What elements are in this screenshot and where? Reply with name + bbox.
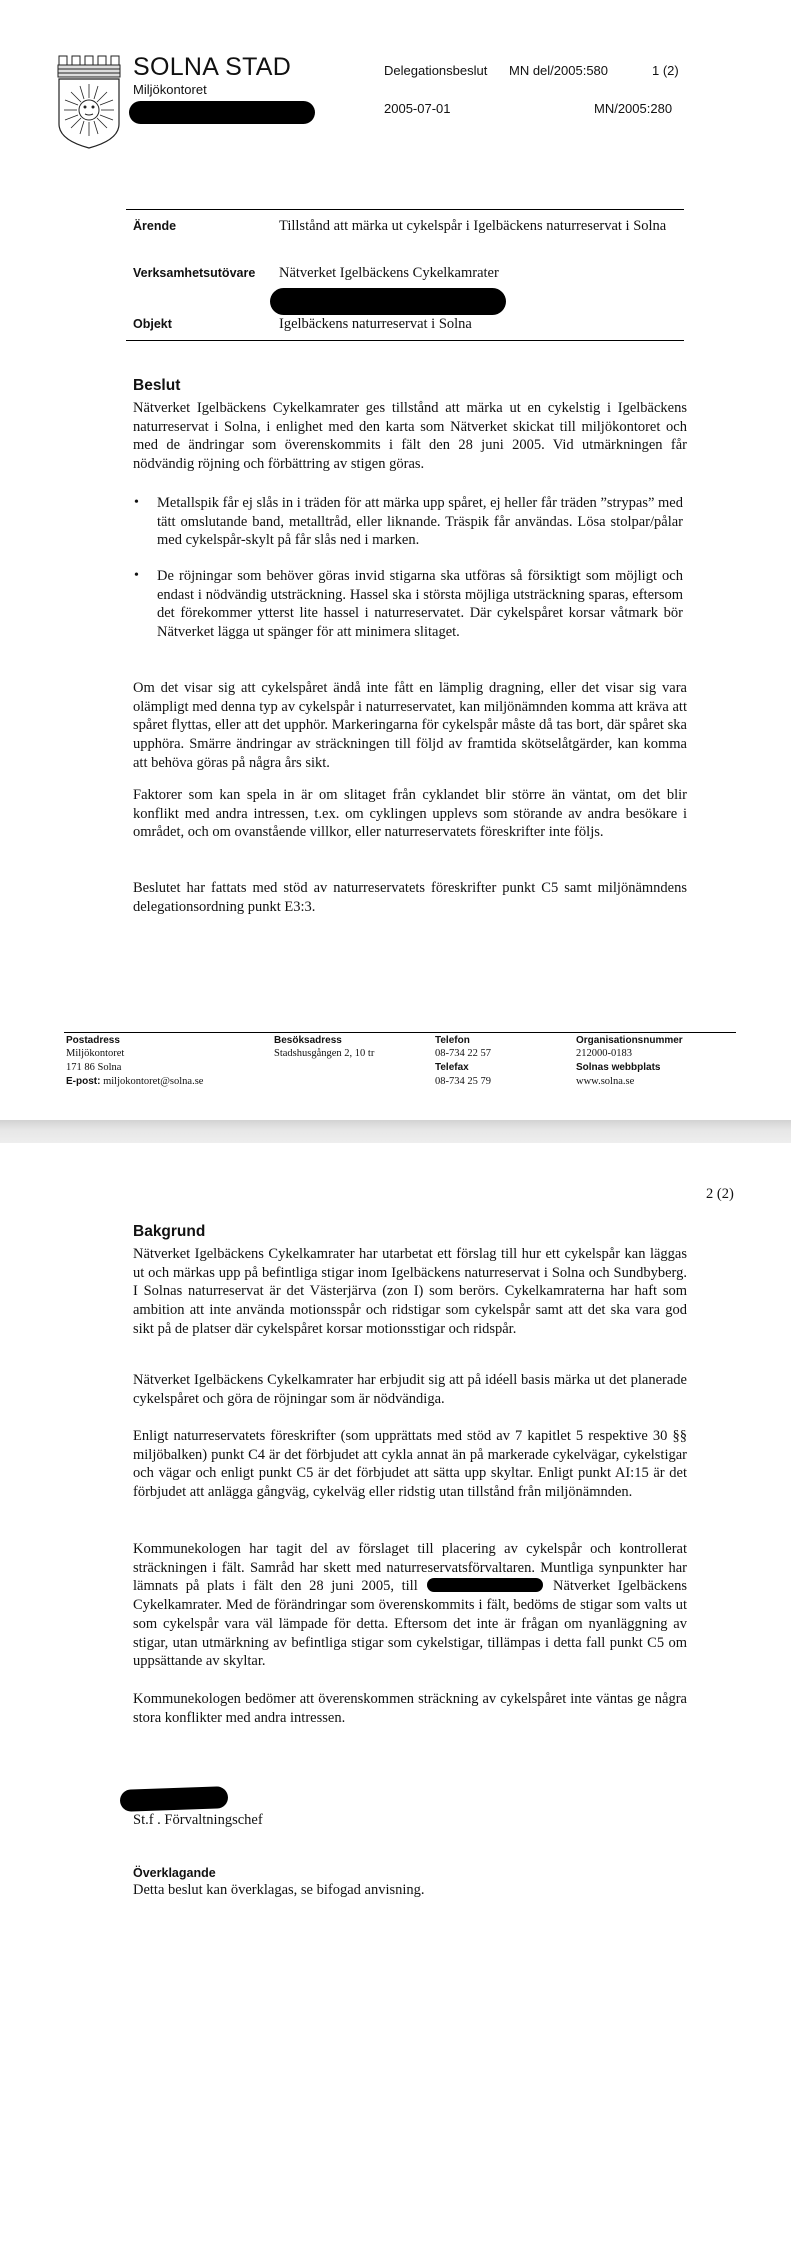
info-label-objekt: Objekt	[133, 317, 172, 331]
beslut-paragraph: Om det visar sig att cykelspåret ändå inte fått en lämplig dragning, eller det visar sig vara olämpligt med denna typ av cykelspår i naturreservatet, kan miljönämnden komma att kräva att spåret flyttas, eller att det upphör. Markeringarna för cykelspår måste då tas bort, där spåret ska upphöra. Smärre ändringar av sträckningen till följd av framtida skötselåtgärder, kan komma att behöva göras på några års sikt.	[133, 680, 687, 771]
kommunekolog-text-part1: Kommunekologen har tagit del av förslaget till placering av cykelspår och kontrollerat sträckningen i fält. Samråd har skett med naturreservatsförvaltaren. Muntliga synpunkter har lämnats på plats i fält den 28 juni 2005, till	[133, 1541, 687, 1595]
info-label-verksamhetsutovare: Verksamhetsutövare	[133, 266, 256, 280]
section-heading-beslut: Beslut	[133, 377, 181, 394]
footer-besoksadress-value: Stadshusgången 2, 10 tr	[274, 1048, 375, 1059]
footer-orgnr-value: 212000-0183	[576, 1048, 632, 1059]
bullet-icon: •	[134, 495, 139, 510]
footer-postadress-line2: 171 86 Solna	[66, 1062, 122, 1073]
doc-date: 2005-07-01	[384, 101, 451, 116]
case-number: MN/2005:280	[594, 101, 673, 116]
redaction-mark	[270, 288, 506, 315]
footer-divider	[64, 1032, 736, 1033]
page-separator	[0, 1120, 791, 1143]
doc-number: MN del/2005:580	[509, 63, 609, 78]
footer-webb-value[interactable]: www.solna.se	[576, 1076, 635, 1087]
bakgrund-paragraph: Enligt naturreservatets föreskrifter (som upprättats med stöd av 7 kapitlet 5 respektive 30 §§ miljöbalken) punkt C4 är det förbjudet att cykla annat än på markerade cykelvägar, cykelstigar och vägar och enligt punkt C5 är det förbjudet att sätta upp skyltar. Enligt punkt AI:15 är det förbjudet att anlägga gångväg, cykelväg eller ridstig utan tillstånd från miljönämnden.	[133, 1428, 687, 1501]
solna-coat-of-arms-logo	[56, 54, 122, 150]
bakgrund-closing-paragraph: Kommunekologen bedömer att överenskommen sträckning av cykelspåret inte väntas ge några stora konflikter med andra intressen.	[133, 1691, 687, 1726]
beslut-paragraph: Faktorer som kan spela in är om slitaget från cyklandet blir större än väntat, om det blir konflikt med andra intressen, t.ex. om cyklingen upplevs som störande av andra besökare i området, och om ovanstående villkor, eller naturreservatets föreskrifter inte följs.	[133, 787, 687, 841]
beslut-intro-paragraph: Nätverket Igelbäckens Cykelkamrater ges tillstånd att märka ut en cykelstig i Igelbäckens naturreservat i Solna, i enlighet med den karta som Nätverket skickat till miljökontoret och med de ändringar som överenskommits i fält den 28 juni 2005. Vid utmärkningen får nödvändig röjning och förbättring av stigen göras.	[133, 400, 687, 473]
footer-telefon-label: Telefon	[435, 1035, 470, 1046]
kommunekolog-text-part2: Nätverket Igelbäckens Cykelkamrater. Med de förändringar som överenskommits i fält, bedöms de stigar som valts ut som cykelspår vara väl lämpade för detta. Eftersom det inte är frågan om nyanläggning av stigar, utan utmärkning av befintliga stigar som cykelstigar, tillämpas i detta fall punkt C5 om uppsättande av skyltar.	[133, 1578, 687, 1670]
org-name: SOLNA STAD	[133, 53, 292, 81]
section-heading-bakgrund: Bakgrund	[133, 1223, 206, 1240]
footer-telefax-label: Telefax	[435, 1062, 469, 1073]
document-page-1	[0, 0, 791, 1120]
footer-epost-value[interactable]: miljokontoret@solna.se	[103, 1076, 204, 1087]
footer-webb-label: Solnas webbplats	[576, 1062, 661, 1073]
bakgrund-paragraph: Nätverket Igelbäckens Cykelkamrater har erbjudit sig att på idéell basis märka ut det planerade cykelspåret och göra de röjningar som är nödvändiga.	[133, 1372, 687, 1407]
redaction-mark	[427, 1578, 543, 1592]
redaction-mark	[129, 101, 315, 124]
footer-postadress-line1: Miljökontoret	[66, 1048, 125, 1059]
doc-type: Delegationsbeslut	[384, 63, 488, 78]
beslut-bullet-item: De röjningar som behöver göras invid stigarna ska utföras så försiktigt som möjligt och endast i nödvändig utsträckning. Hassel ska i största möjliga utsträckning sparas, eftersom det förekommer ytterst lite hassel i naturreservatet. Där cykelspåret korsar våtmark bör Nätverket lägga ut spänger för att minimera slitaget.	[157, 568, 683, 641]
footer-telefon-value: 08-734 22 57	[435, 1048, 491, 1059]
bakgrund-paragraph-kommunekolog	[133, 1540, 687, 1671]
page-indicator: 1 (2)	[652, 63, 679, 78]
bakgrund-paragraph: Nätverket Igelbäckens Cykelkamrater har utarbetat ett förslag till hur ett cykelspår kan läggas ut och märkas upp på befintliga stigar inom Igelbäckens naturreservat i Solna och Sundbyberg. I Solnas naturreservat är det Västerjärva (zon I) som berörs. Cykelkamraterna har haft som ambition att inte använda motionsspår och ridstigar som cykelspår samt att det ska vara god sikt på de platser där cykelspåret korsar motionsstigar och ridspår.	[133, 1246, 687, 1337]
info-value-objekt: Igelbäckens naturreservat i Solna	[279, 316, 472, 332]
footer-orgnr-label: Organisationsnummer	[576, 1035, 683, 1046]
appeal-text: Detta beslut kan överklagas, se bifogad anvisning.	[133, 1882, 425, 1898]
department-name: Miljökontoret	[133, 82, 207, 97]
beslut-paragraph: Beslutet har fattats med stöd av naturreservatets föreskrifter punkt C5 samt miljönämndens delegationsordning punkt E3:3.	[133, 880, 687, 915]
section-heading-overklagande: Överklagande	[133, 1866, 216, 1880]
info-label-arende: Ärende	[133, 219, 177, 233]
bullet-icon: •	[134, 568, 139, 583]
divider	[126, 340, 684, 341]
footer-epost	[66, 1076, 203, 1087]
signature-redaction	[120, 1786, 229, 1812]
footer-telefax-value: 08-734 25 79	[435, 1076, 491, 1087]
footer-besoksadress-label: Besöksadress	[274, 1035, 342, 1046]
info-value-verksamhetsutovare: Nätverket Igelbäckens Cykelkamrater	[279, 265, 499, 281]
page-indicator: 2 (2)	[706, 1186, 734, 1202]
divider	[126, 209, 684, 210]
info-value-arende: Tillstånd att märka ut cykelspår i Igelbäckens naturreservat i Solna	[279, 218, 667, 234]
footer-postadress-label: Postadress	[66, 1035, 120, 1046]
signature-title: St.f . Förvaltningschef	[133, 1812, 263, 1828]
beslut-bullet-item: Metallspik får ej slås in i träden för att märka upp spåret, ej heller får träden ”strypas” med tätt omslutande band, metalltråd, eller liknande. Träspik får användas. Lösa stolpar/pålar med cykelspår-skylt på får slås ned i marken.	[157, 495, 683, 549]
footer-epost-label: E-post:	[66, 1076, 101, 1087]
